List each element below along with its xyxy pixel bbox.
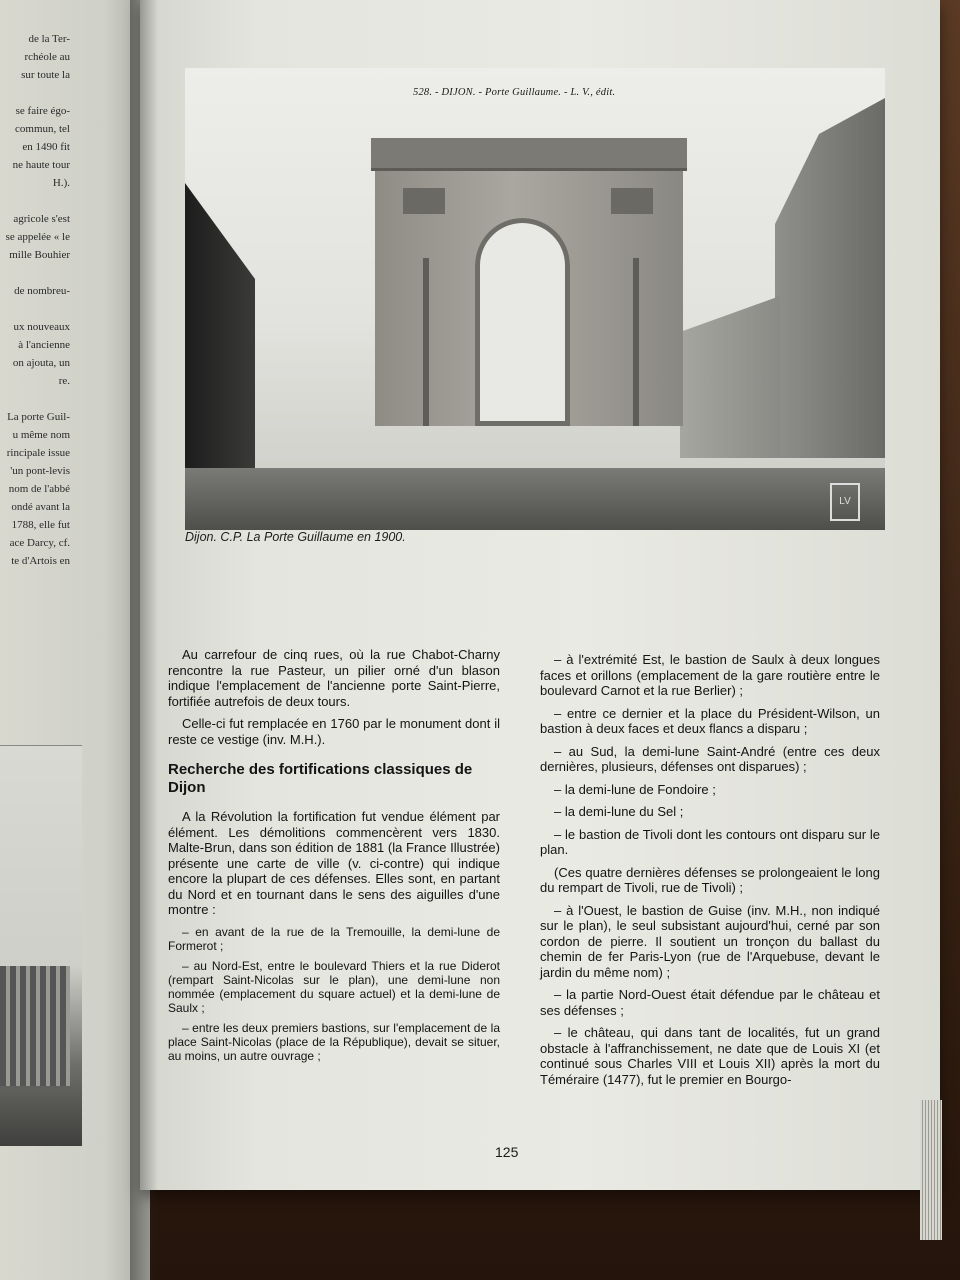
triumphal-arch: [375, 138, 683, 426]
left-page-line: La porte Guil-: [7, 411, 70, 423]
list-item: – la demi-lune de Fondoire ;: [554, 781, 716, 797]
list-item: – le château, qui dans tant de localités, fut un grand obstacle à l'affranchissement, ne date que de Louis XI (et continué sous Charles VIII et Louis XII) après la mort du Téméraire (1477), fut le premier en Bourgo-: [540, 1025, 880, 1087]
left-page-line: [0, 300, 70, 318]
left-page-line: 1788, elle fut: [11, 519, 70, 531]
left-page-line: on ajouta, un: [12, 357, 70, 369]
left-page-line: sur toute la: [21, 69, 70, 81]
left-page-line: ne haute tour: [12, 159, 70, 171]
left-page-line: u même nom: [12, 429, 70, 441]
paragraph: A la Révolution la fortification fut vendue élément par élément. Les démolitions commencèrent vers 1830. Malte-Brun, dans son édition de 1881 (la France Illustrée) présente une carte de ville (v. ci-contre) qui indique encore la plupart de ces défenses. Elles sont, en partant du Nord et en tournant dans le sens des aiguilles d'une montre :: [168, 809, 500, 917]
left-page-line: te d'Artois en: [11, 555, 70, 567]
list-item: – au Sud, la demi-lune Saint-André (entre ces deux dernières, plusieurs, défenses ont disparues) ;: [540, 743, 880, 774]
left-page-line: re.: [58, 375, 70, 387]
publisher-mark: LV: [830, 483, 860, 521]
left-page-line: H.).: [52, 177, 70, 189]
left-page-line: en 1490 fit: [22, 141, 70, 153]
left-page-line: ux nouveaux: [13, 321, 70, 333]
arch-relief-left: [403, 188, 445, 214]
left-page-line: de nombreu-: [14, 285, 70, 297]
left-page-line: ondé avant la: [11, 501, 70, 513]
section-heading: Recherche des fortifications classiques de Dijon: [168, 761, 473, 796]
left-page-line: nom de l'abbé: [8, 483, 70, 495]
list-item: – au Nord-Est, entre le boulevard Thiers et la rue Diderot (rempart Saint-Nicolas sur le plan), une demi-lune non nommée (emplacement du square actuel) et la demi-lune de Saulx ;: [168, 958, 500, 1015]
left-page-line: ace Darcy, cf.: [9, 537, 70, 549]
text-column-left: [168, 647, 500, 1069]
left-page-line: [0, 264, 70, 282]
left-page-line: se appelée « le: [5, 231, 70, 243]
left-page-line: commun, tel: [15, 123, 70, 135]
list-item: – la partie Nord-Ouest était défendue par le château et ses défenses ;: [540, 987, 880, 1018]
left-page-line: se faire égo-: [15, 105, 70, 117]
list-item: – entre les deux premiers bastions, sur l'emplacement de la place Saint-Nicolas (place de la République), devait se situer, au moins, un autre ouvrage ;: [168, 1020, 500, 1063]
photo-street: [185, 468, 885, 530]
page-stack-edge: [920, 1100, 942, 1240]
paragraph: Au carrefour de cinq rues, où la rue Chabot-Charny rencontre la rue Pasteur, un pilier orné d'un blason indique l'emplacement de l'ancienne porte Saint-Pierre, fortifiée autrefois de deux tours.: [168, 647, 500, 709]
left-page-text: [0, 30, 70, 570]
arch-pillar-left: [423, 258, 429, 426]
left-page-edge: [0, 0, 150, 1280]
list-item: – à l'Ouest, le bastion de Guise (inv. M.H., non indiqué sur le plan), le seul subsistant aujourd'hui, cerné par son cordon de pierre. Il soutient un tronçon du ballast du chemin de fer Paris-Lyon (rue de l'Arquebuse, devant le jardin du même nom) ;: [540, 902, 880, 980]
list-item: – à l'extrémité Est, le bastion de Saulx à deux longues faces et orillons (emplacement de la gare routière entre le boulevard Carnot et la rue Berlier) ;: [540, 652, 880, 698]
left-page-line: [0, 192, 70, 210]
book-gutter: [130, 0, 158, 1280]
page-number: 125: [495, 1144, 519, 1160]
left-page-line: [0, 84, 70, 102]
arch-opening: [475, 218, 570, 426]
list-item: – la demi-lune du Sel ;: [554, 804, 684, 819]
left-photo-building: [0, 966, 70, 1086]
left-page-line: [0, 390, 70, 408]
left-page-line: rincipale issue: [6, 447, 70, 459]
paragraph: Celle-ci fut remplacée en 1760 par le monument dont il reste ce vestige (inv. M.H.).: [168, 716, 500, 747]
left-page-line: mille Bouhier: [9, 249, 70, 261]
left-page-photo: [0, 745, 82, 1146]
text-column-right: [540, 652, 880, 1094]
arch-relief-right: [611, 188, 653, 214]
left-page-line: rchéole au: [24, 51, 70, 63]
list-item: – en avant de la rue de la Tremouille, la demi-lune de Formerot ;: [168, 924, 500, 953]
list-item: – entre ce dernier et la place du Président-Wilson, un bastion à deux faces et deux flancs a disparu ;: [540, 705, 880, 736]
left-page-line: 'un pont-levis: [10, 465, 70, 477]
postcard-header: 528. - DIJON. - Porte Guillaume. - L. V., édit.: [413, 87, 616, 98]
photo-caption: Dijon. C.P. La Porte Guillaume en 1900.: [185, 530, 406, 544]
list-item: – le bastion de Tivoli dont les contours ont disparu sur le plan.: [540, 826, 880, 857]
porte-guillaume-photo: [185, 68, 885, 530]
paragraph: (Ces quatre dernières défenses se prolongeaient le long du rempart de Tivoli, rue de Tivoli) ;: [540, 864, 880, 895]
arch-pillar-right: [633, 258, 639, 426]
left-page-line: à l'ancienne: [18, 339, 70, 351]
arch-attic: [371, 138, 687, 171]
left-page-line: de la Ter-: [28, 33, 70, 45]
left-page-line: agricole s'est: [13, 213, 70, 225]
